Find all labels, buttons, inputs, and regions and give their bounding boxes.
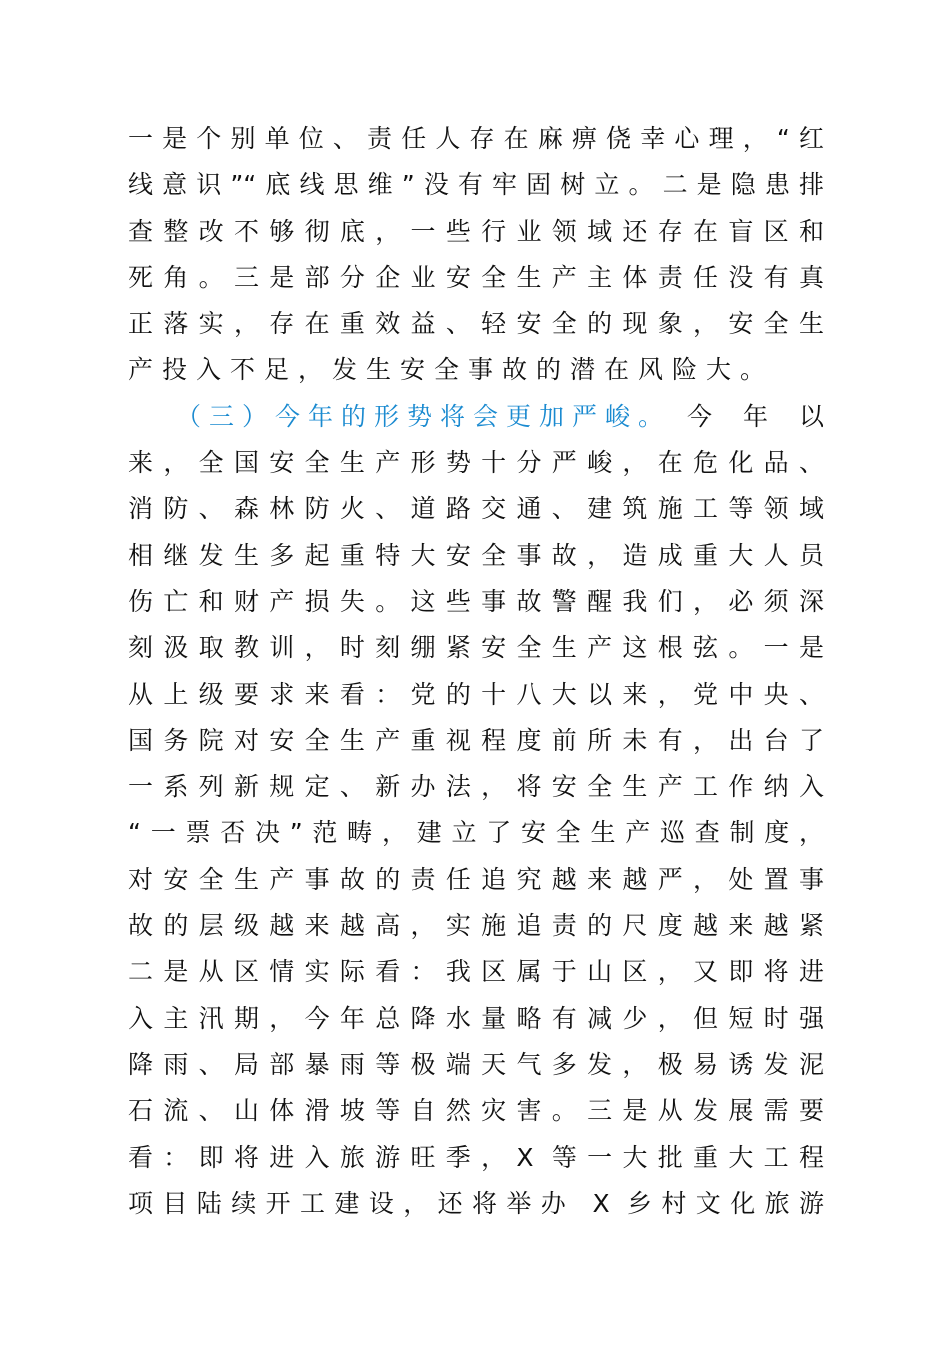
text-line: 查整改不够彻底，一些行业领域还存在盲区和	[128, 216, 824, 246]
text-line: 对安全生产事故的责任追究越来越严，处置事	[128, 864, 824, 894]
text-line: 伤亡和财产损失。这些事故警醒我们，必须深	[128, 586, 824, 616]
text-line: 石流、山体滑坡等自然灾害。三是从发展需要	[128, 1096, 824, 1126]
text-line: 来，全国安全生产形势十分严峻，在危化品、	[128, 448, 824, 478]
text-line: 故的层级越来越高，实施追责的尺度越来越紧	[128, 911, 824, 941]
text-line: 一系列新规定、新办法，将安全生产工作纳入	[128, 772, 824, 802]
text-line: 看：即将进入旅游旺季，X 等一大批重大工程	[128, 1142, 824, 1172]
text-line: 线意识”“底线思维”没有牢固树立。二是隐患排	[128, 170, 824, 200]
text-line: “一票否决”范畴，建立了安全生产巡查制度，	[128, 818, 824, 848]
text-line: 入主汛期，今年总降水量略有减少，但短时强	[128, 1003, 824, 1033]
text-line: 消防、森林防火、道路交通、建筑施工等领域	[128, 494, 824, 524]
text-line: 项目陆续开工建设，还将举办 X 乡村文化旅游	[128, 1188, 824, 1218]
text-line: 从上级要求来看：党的十八大以来，党中央、	[128, 679, 824, 709]
document-body	[128, 116, 824, 1227]
heading-tail-text: 今年以	[687, 401, 824, 431]
section-heading: （三）今年的形势将会更加严峻。	[176, 401, 672, 431]
text-line: 刻汲取教训，时刻绷紧安全生产这根弦。一是	[128, 633, 824, 663]
text-line: 正落实，存在重效益、轻安全的现象，安全生	[128, 309, 824, 339]
text-line: 死角。三是部分企业安全生产主体责任没有真	[128, 262, 824, 292]
section-heading-line	[128, 394, 824, 440]
text-line-paragraph-end: 产投入不足，发生安全事故的潜在风险大。	[128, 355, 775, 385]
text-line: 一是个别单位、责任人存在麻痹侥幸心理，“红	[128, 124, 824, 153]
text-line: 降雨、局部暴雨等极端天气多发，极易诱发泥	[128, 1049, 824, 1079]
text-line: 二是从区情实际看：我区属于山区，又即将进	[128, 957, 824, 987]
text-line: 国务院对安全生产重视程度前所未有，出台了	[128, 725, 824, 755]
text-line: 相继发生多起重特大安全事故，造成重大人员	[128, 540, 824, 570]
